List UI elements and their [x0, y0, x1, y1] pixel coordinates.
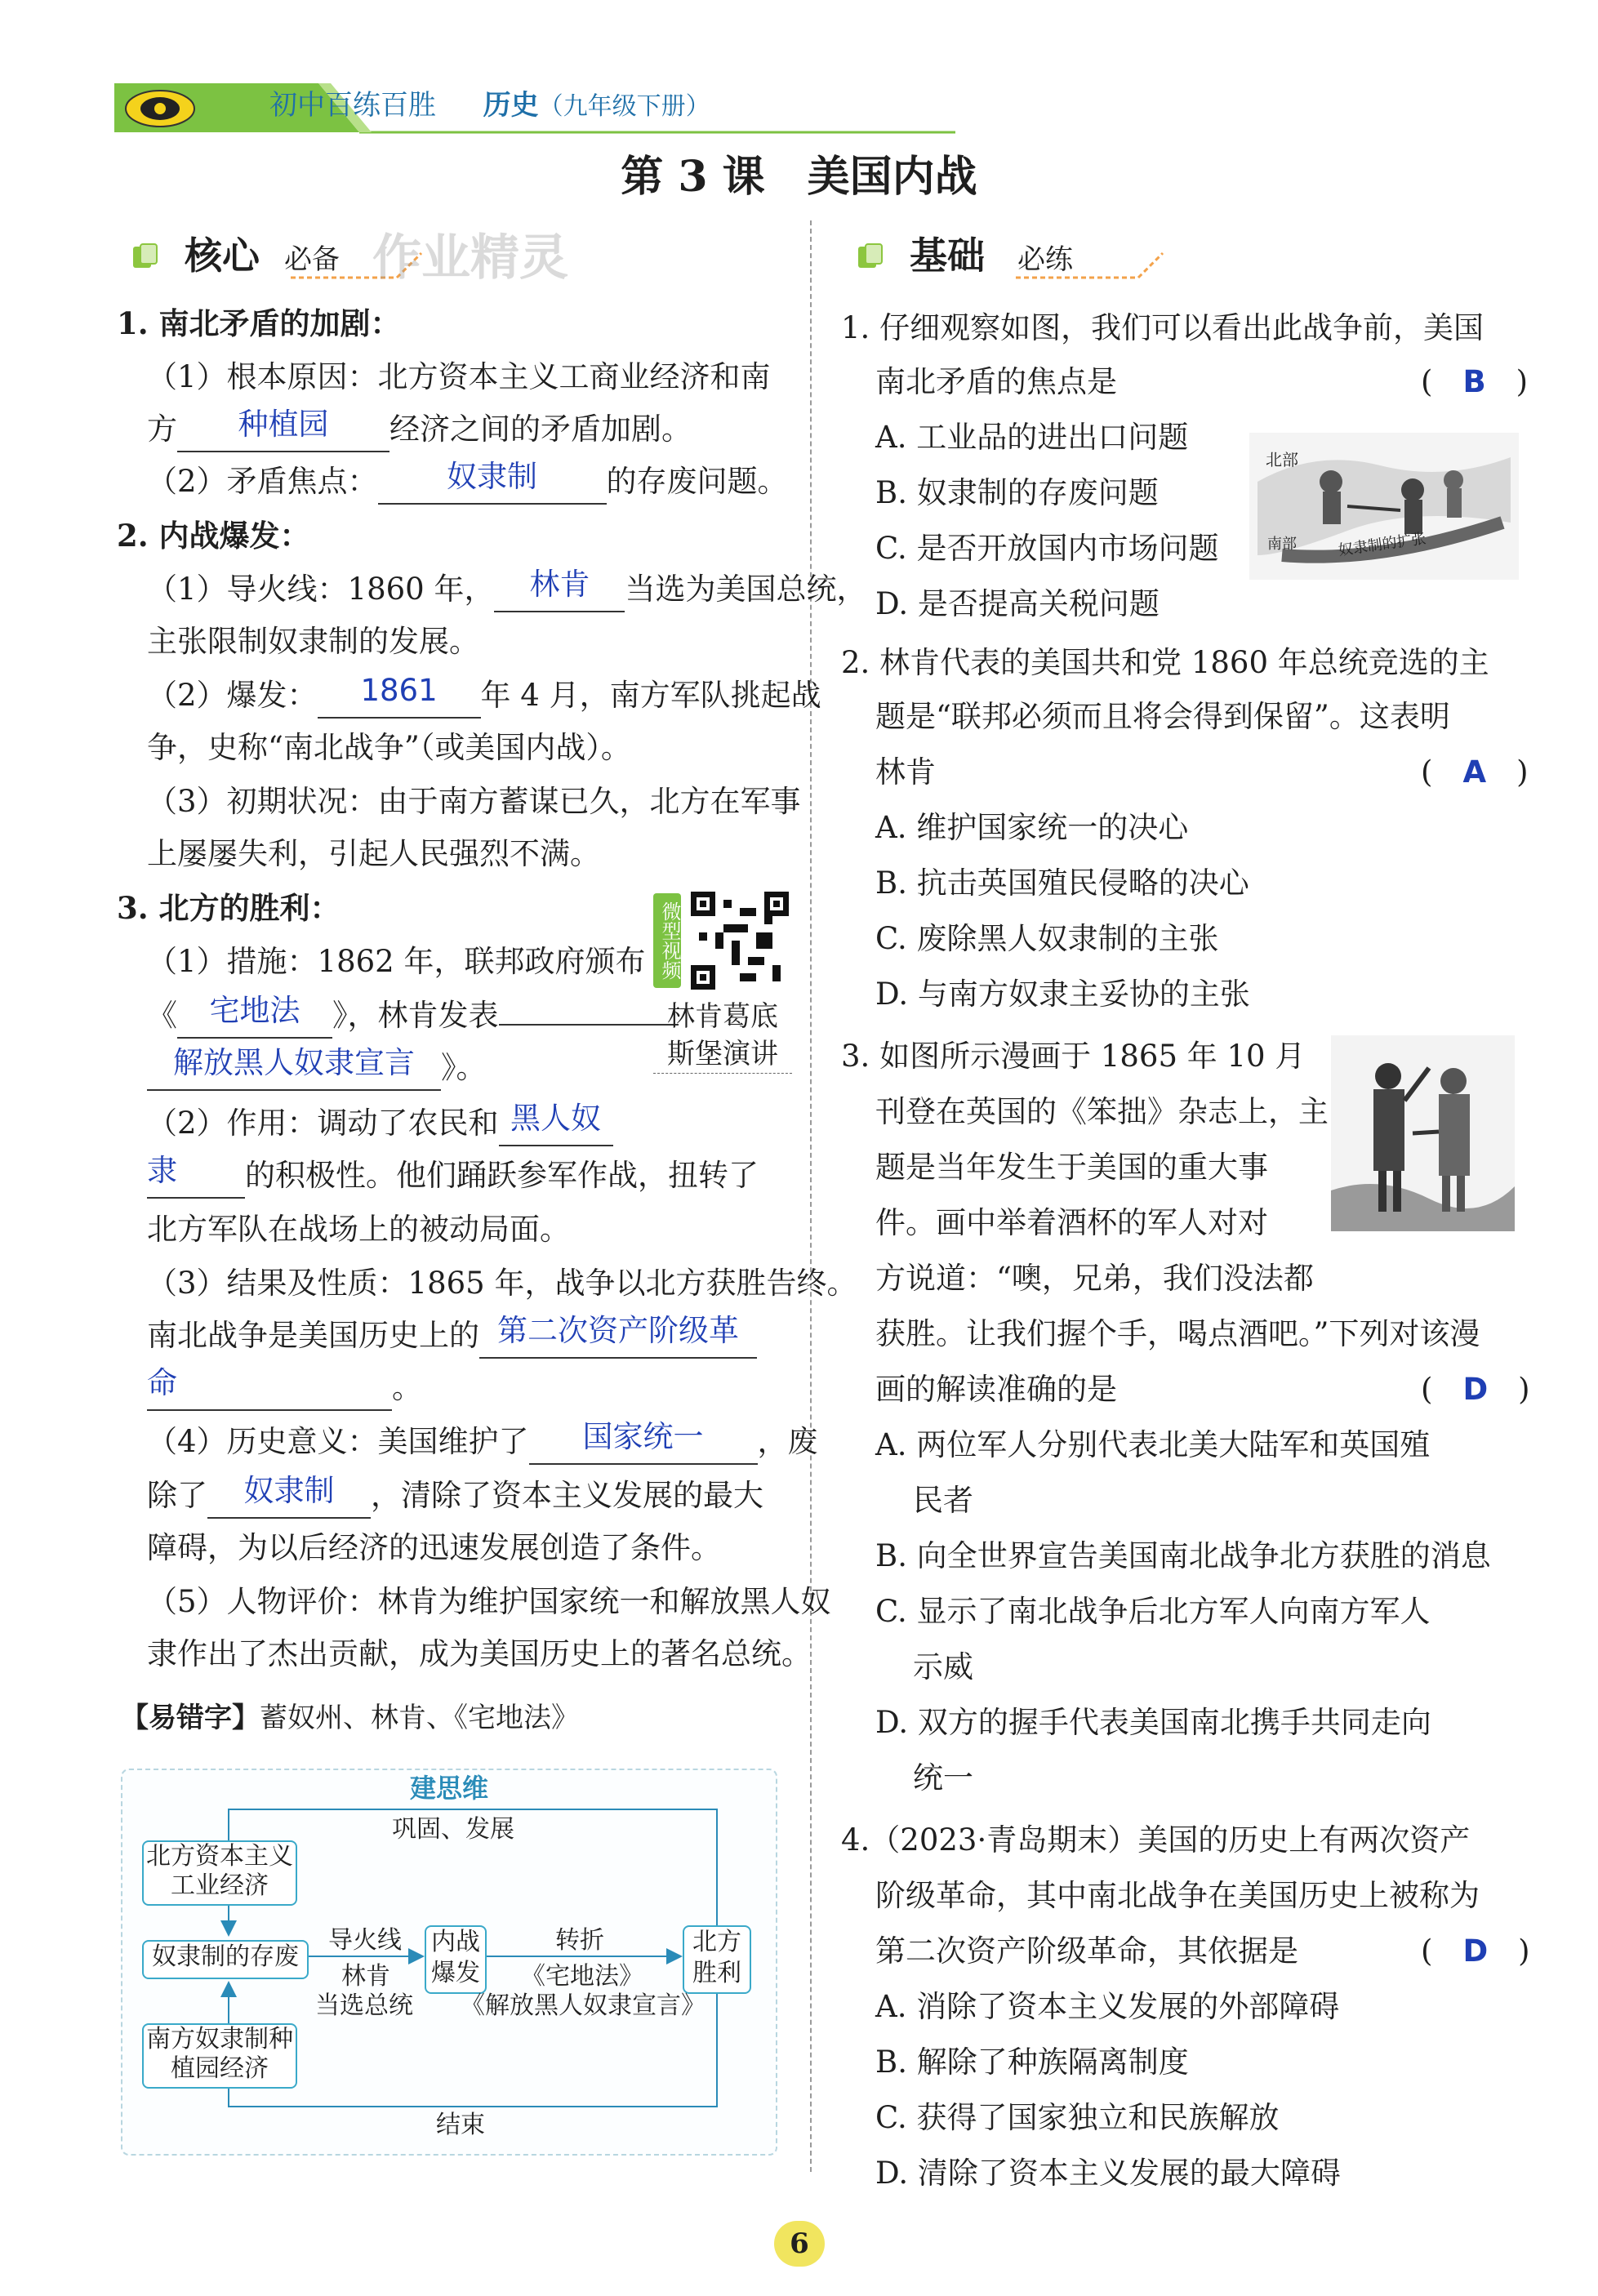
s3-line14: 隶作出了杰出贡献，成为美国历史上的著名总统。	[147, 1636, 812, 1671]
series-name: 初中百练百胜	[269, 89, 436, 122]
s3-line7: （3）结果及性质：1865 年，战争以北方获胜告终。	[147, 1266, 857, 1301]
s3-title: 3. 北方的胜利：	[117, 890, 341, 926]
mind-bottom-label: 结束	[436, 2111, 485, 2139]
q3-option-d-line1[interactable]: D. 双方的握手代表美国南北携手共同走向	[875, 1705, 1431, 1740]
section-basic-underline	[1008, 245, 1171, 286]
mind-map-title: 建思维	[409, 1773, 488, 1804]
section-core-title: 核心 必备	[185, 234, 340, 278]
q1-option-d[interactable]: D. 是否提高关税问题	[875, 586, 1160, 621]
answer-lincoln: 林肯	[529, 567, 590, 602]
q2-option-a[interactable]: A. 维护国家统一的决心	[875, 810, 1189, 845]
q2-option-b[interactable]: B. 抗击英国殖民侵略的决心	[875, 865, 1249, 901]
publisher-logo	[122, 88, 198, 129]
q2-answer-bracket: ( A )	[1421, 754, 1529, 790]
answer-black-slaves-1: 黑人奴	[510, 1101, 602, 1136]
q2-answer: A	[1462, 754, 1487, 790]
s2-line6: 上屡屡失利，引起人民强烈不满。	[147, 836, 600, 871]
mind-fuse-sub1: 林肯	[341, 1962, 390, 1991]
s2-line1: （1）导火线：1860 年， 林肯 当选为美国总统，	[147, 568, 866, 612]
s3-line3: 解放黑人奴隶宣言 》。	[147, 1047, 487, 1091]
section-basic-title: 基础 必练	[910, 234, 1073, 278]
mind-turn-label: 转折	[555, 1926, 604, 1955]
s3-line5: 隶 的积极性。他们踊跃参军作战，扭转了	[147, 1155, 759, 1199]
s2-line4: 争，史称“南北战争”（或美国内战）。	[147, 730, 631, 765]
q3-option-c-line1[interactable]: C. 显示了南北战争后北方军人向南方军人	[875, 1594, 1431, 1629]
s3-line9: 命 。	[147, 1367, 422, 1411]
s2-title: 2. 内战爆发：	[117, 518, 310, 554]
q4-option-a[interactable]: A. 消除了资本主义发展的外部障碍	[875, 1989, 1340, 2024]
q1-answer: B	[1462, 364, 1486, 399]
s3-line6: 北方军队在战场上的被动局面。	[147, 1212, 570, 1247]
q3-line6: 获胜。让我们握个手，喝点酒吧。”下列对该漫	[875, 1316, 1480, 1351]
q2-line3: 林肯	[875, 754, 936, 790]
qr-code-icon[interactable]	[691, 892, 789, 990]
q2-line2: 题是“联邦必须而且将会得到保留”。这表明	[875, 699, 1450, 734]
q1-img-label-expansion: 奴隶制的扩张	[1337, 530, 1427, 559]
answer-black-slaves-2: 隶	[147, 1153, 177, 1188]
answer-homestead: 宅地法	[209, 993, 300, 1028]
answer-national-unity: 国家统一	[582, 1419, 704, 1454]
s3-line1: （1）措施：1862 年，联邦政府颁布	[147, 944, 646, 979]
q3-option-c-line2: 示威	[913, 1649, 973, 1684]
answer-second-revolution-2: 命	[147, 1365, 177, 1400]
subject-name: 历史	[483, 89, 539, 122]
q3-line7: 画的解读准确的是	[875, 1372, 1117, 1407]
s2-line5: （3）初期状况：由于南方蓄谋已久，北方在军事	[147, 784, 801, 819]
s1-line2: 方 种植园 经济之间的矛盾加剧。	[147, 408, 692, 452]
column-divider	[810, 220, 812, 2172]
s3-line11: 除了 奴隶制 ，清除了资本主义发展的最大	[147, 1475, 763, 1519]
q3-line3: 题是当年发生于美国的重大事	[875, 1150, 1268, 1185]
q2-option-d[interactable]: D. 与南方奴隶主妥协的主张	[875, 977, 1250, 1012]
qr-caption: 林肯葛底 斯堡演讲	[653, 998, 792, 1074]
q3-line5: 方说道：“噢，兄弟，我们没法都	[875, 1261, 1314, 1296]
q4-line1: 4.（2023·青岛期末）美国的历史上有两次资产	[841, 1822, 1471, 1858]
answer-emancipation: 解放黑人奴隶宣言	[173, 1045, 415, 1080]
mind-top-label: 巩固、发展	[392, 1815, 514, 1844]
q3-answer-bracket: ( D )	[1421, 1372, 1530, 1407]
q1-cartoon-image	[1249, 433, 1519, 580]
mind-box-war: 内战爆发	[425, 1925, 487, 1994]
q4-line2: 阶级革命，其中南北战争在美国历史上被称为	[875, 1878, 1480, 1913]
mind-box-north: 北方资本主义工业经济	[142, 1840, 297, 1906]
q3-answer: D	[1462, 1372, 1489, 1407]
answer-second-revolution-1: 第二次资产阶级革	[497, 1313, 739, 1348]
s2-line3: （2）爆发： 1861 年 4 月，南方军队挑起战	[147, 674, 821, 719]
q1-line1: 1. 仔细观察如图，我们可以看出此战争前，美国	[841, 310, 1484, 345]
s2-line2: 主张限制奴隶制的发展。	[147, 624, 479, 659]
header-series	[269, 85, 710, 127]
q3-option-a-line2: 民者	[913, 1483, 973, 1518]
s1-title: 1. 南北矛盾的加剧：	[117, 305, 401, 341]
mind-box-victory: 北方胜利	[683, 1925, 751, 1994]
q4-line3: 第二次资产阶级革命，其依据是	[875, 1933, 1298, 1969]
q3-cartoon-image	[1331, 1035, 1515, 1248]
mind-box-south: 南方奴隶制种植园经济	[142, 2023, 297, 2089]
answer-1861: 1861	[360, 673, 438, 708]
q1-img-label-south: 南部	[1267, 536, 1297, 553]
q3-line1: 3. 如图所示漫画于 1865 年 10 月	[841, 1039, 1306, 1074]
q4-option-c[interactable]: C. 获得了国家独立和民族解放	[875, 2100, 1280, 2135]
q4-answer: D	[1462, 1933, 1489, 1969]
mind-fuse-sub2: 当选总统	[315, 1991, 413, 2020]
q3-option-d-line2: 统一	[913, 1760, 973, 1795]
q3-line4: 件。画中举着酒杯的军人对对	[875, 1205, 1268, 1240]
mind-box-slavery: 奴隶制的存废	[142, 1940, 309, 1979]
qr-side-label: 微型视频	[653, 893, 681, 988]
typo-note: 【易错字】蓄奴州、林肯、《宅地法》	[121, 1702, 579, 1734]
q2-line1: 2. 林肯代表的美国共和党 1860 年总统竞选的主	[841, 645, 1489, 680]
mind-turn-sub2: 《解放黑人奴隶宣言》	[461, 1991, 706, 2020]
s3-line12: 障碍，为以后经济的迅速发展创造了条件。	[147, 1530, 721, 1565]
s3-line10: （4）历史意义：美国维护了 国家统一 ，废	[147, 1421, 818, 1465]
page-number: 6	[774, 2221, 825, 2267]
q1-line2: 南北矛盾的焦点是	[875, 364, 1117, 399]
q1-option-c[interactable]: C. 是否开放国内市场问题	[875, 531, 1219, 566]
q4-answer-bracket: ( D )	[1421, 1933, 1530, 1969]
mind-map	[121, 1769, 777, 2156]
s3-line8: 南北战争是美国历史上的 第二次资产阶级革	[147, 1315, 757, 1359]
s1-line1: （1）根本原因：北方资本主义工商业经济和南	[147, 359, 771, 394]
q2-option-c[interactable]: C. 废除黑人奴隶制的主张	[875, 921, 1219, 956]
q3-option-b[interactable]: B. 向全世界宣告美国南北战争北方获胜的消息	[875, 1538, 1491, 1573]
q4-option-d[interactable]: D. 清除了资本主义发展的最大障碍	[875, 2156, 1341, 2191]
s3-line4: （2）作用：调动了农民和 黑人奴	[147, 1102, 613, 1146]
s3-line13: （5）人物评价：林肯为维护国家统一和解放黑人奴	[147, 1584, 831, 1619]
watermark: 作业精灵	[372, 229, 568, 287]
q1-answer-bracket: ( B )	[1421, 364, 1529, 399]
mind-turn-sub1: 《宅地法》	[521, 1962, 643, 1991]
answer-slavery-1: 奴隶制	[447, 459, 538, 494]
answer-slavery-2: 奴隶制	[243, 1473, 335, 1508]
q1-option-a[interactable]: A. 工业品的进出口问题	[875, 420, 1189, 455]
grade-name: （九年级下册）	[538, 92, 710, 121]
q3-line2: 刊登在英国的《笨拙》杂志上，主	[875, 1094, 1329, 1129]
s1-line3: （2）矛盾焦点： 奴隶制 的存废问题。	[147, 461, 788, 505]
lesson-title: 第 3 课 美国内战	[621, 152, 977, 202]
book-icon	[131, 242, 160, 271]
q1-img-label-north: 北部	[1266, 450, 1298, 469]
q3-option-a-line1[interactable]: A. 两位军人分别代表北美大陆军和英国殖	[875, 1427, 1431, 1462]
book-icon	[856, 242, 885, 271]
q1-option-b[interactable]: B. 奴隶制的存废问题	[875, 475, 1159, 510]
mind-fuse-label: 导火线	[328, 1926, 402, 1955]
q4-option-b[interactable]: B. 解除了种族隔离制度	[875, 2045, 1189, 2080]
answer-plantation: 种植园	[238, 407, 329, 442]
s3-line2: 《 宅地法 》，林肯发表	[147, 994, 679, 1039]
